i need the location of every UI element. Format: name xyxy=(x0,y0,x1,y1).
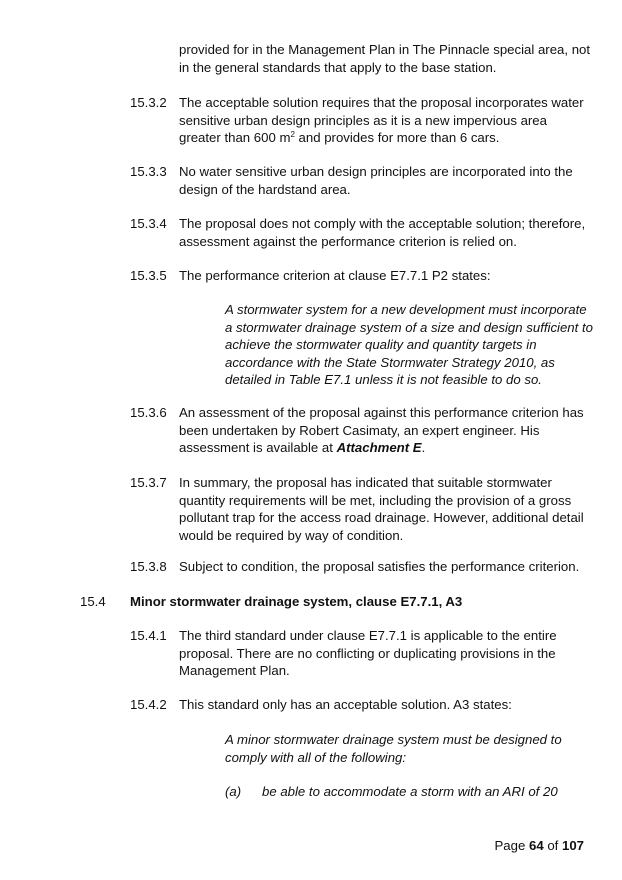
para-text-15-3-6-body: An assessment of the proposal against this performance criterion has been undertaken by Robert Casimaty, an expert engineer. His assessment is available at xyxy=(179,405,584,456)
para-number-15-3-2: 15.3.2 xyxy=(130,95,167,110)
para-text-15-3-6-end: . xyxy=(421,440,426,456)
section-number-15-4: 15.4 xyxy=(80,594,106,609)
current-page-number: 64 xyxy=(528,838,544,853)
para-number-15-3-7: 15.3.7 xyxy=(130,475,167,490)
para-number-15-4-2: 15.4.2 xyxy=(130,697,167,712)
para-text-15-3-6 xyxy=(179,404,591,457)
total-pages: 107 xyxy=(561,838,584,853)
para-text-15-4-2: This standard only has an acceptable solution. A3 states: xyxy=(179,697,512,712)
para-text-15-3-4: The proposal does not comply with the acceptable solution; therefore, assessment against the performance criterion is relied on. xyxy=(179,216,586,249)
para-text-15-3-2 xyxy=(179,94,591,147)
para-number-15-3-5: 15.3.5 xyxy=(130,268,167,283)
section-title-15-4: Minor stormwater drainage system, clause E7.7.1, A3 xyxy=(130,594,463,609)
para-text-15-3-2-a: The acceptable solution requires that the proposal incorporates water sensitive urban design principles as it is a new impervious area greater than 600 m xyxy=(179,95,584,146)
intro-paragraph: provided for in the Management Plan in The Pinnacle special area, not in the general standards that apply to the base station. xyxy=(179,42,591,75)
para-text-15-4-1: The third standard under clause E7.7.1 is applicable to the entire proposal. There are no conflicting or duplicating provisions in the Management Plan. xyxy=(179,628,557,679)
para-number-15-3-8: 15.3.8 xyxy=(130,559,167,574)
footer-prefix: Page xyxy=(494,838,529,853)
para-text-15-3-5: The performance criterion at clause E7.7.1 P2 states: xyxy=(179,268,491,283)
para-text-15-3-3: No water sensitive urban design principles are incorporated into the design of the hardstand area. xyxy=(179,164,573,197)
superscript-2: 2 xyxy=(290,130,295,140)
attachment-reference: Attachment E xyxy=(336,440,422,456)
para-number-15-4-1: 15.4.1 xyxy=(130,628,167,643)
para-number-15-3-4: 15.3.4 xyxy=(130,216,167,231)
quote-e7-7-1-a3: A minor stormwater drainage system must be designed to comply with all of the following: xyxy=(225,732,562,765)
list-item-label-a: (a) xyxy=(225,784,242,799)
list-item-text-a: be able to accommodate a storm with an ARI of 20 xyxy=(262,784,558,799)
para-number-15-3-6: 15.3.6 xyxy=(130,405,167,420)
quote-e7-7-1-p2: A stormwater system for a new development must incorporate a stormwater drainage system of a size and design sufficient to achieve the stormwater quality and quantity targets in accordance with the State Stormwater Strategy 2010, as detailed in Table E7.1 unless it is not feasible to do so. xyxy=(225,302,593,388)
para-number-15-3-3: 15.3.3 xyxy=(130,164,167,179)
footer-of: of xyxy=(543,838,562,853)
para-text-15-3-2-b: and provides for more than 6 cars. xyxy=(294,130,500,146)
para-text-15-3-8: Subject to condition, the proposal satisfies the performance criterion. xyxy=(179,559,580,574)
page-footer xyxy=(0,837,584,855)
para-text-15-3-7: In summary, the proposal has indicated that suitable stormwater quantity requirements will be met, including the provision of a gross pollutant trap for the access road drainage. However, additional detail would be required by way of condition. xyxy=(179,475,584,543)
